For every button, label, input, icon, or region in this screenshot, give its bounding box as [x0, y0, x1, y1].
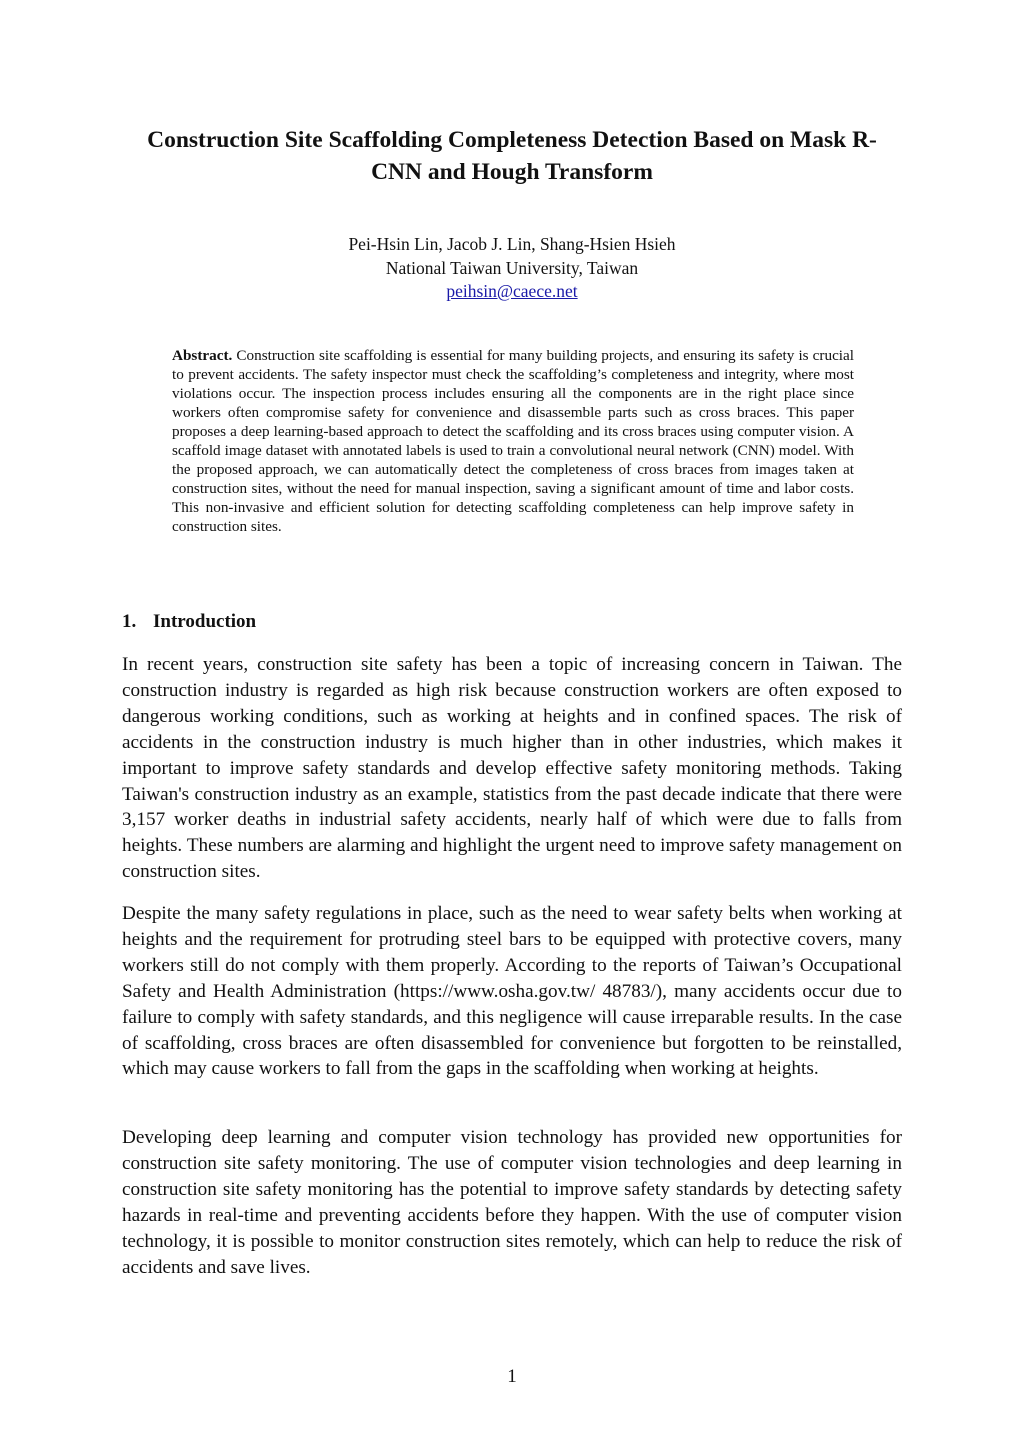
- affiliation: National Taiwan University, Taiwan: [385, 257, 639, 278]
- paragraph: Despite the many safety regulations in place, such as the need to wear safety belts when working at heights and the requirement for protruding steel bars to be equipped with protective covers, many workers still do not comply with them properly. According to the reports of Taiwan’s Occupational Safety and Health Administration (https://www.osha.gov.tw/ 48783/), many accidents occur due to failure to comply with safety standards, and this negligence will cause irreparable results. In the case of scaffolding, cross braces are often disassembled for convenience but forgotten to be reinstalled, which may cause workers to fall from the gaps in the scaffolding when working at heights.: [122, 903, 902, 1080]
- paragraph: Developing deep learning and computer vision technology has provided new opportunities for construction site safety monitoring. The use of computer vision technologies and deep learning in construction site safety monitoring has the potential to improve safety standards by detecting safety hazards in real-time and preventing accidents before they happen. With the use of computer vision technology, it is possible to monitor construction sites remotely, which can help to reduce the risk of accidents and save lives.: [122, 1127, 902, 1278]
- paper-title: [120, 124, 904, 188]
- author-names: Pei-Hsin Lin, Jacob J. Lin, Shang-Hsien Hsieh: [348, 234, 676, 254]
- page-number: 1: [507, 1366, 517, 1387]
- section-number: 1.: [122, 611, 137, 632]
- author-block: [200, 233, 824, 304]
- abstract: [172, 346, 854, 536]
- title-line-2: CNN and Hough Transform: [371, 159, 653, 185]
- section-heading-introduction: [122, 609, 256, 635]
- paragraph: In recent years, construction site safety has been a topic of increasing concern in Taiwan. The construction industry is regarded as high risk because construction workers are often exposed to dangerous working conditions, such as working at heights and in confined spaces. The risk of accidents in the construction industry is much higher than in other industries, which makes it important to improve safety standards and develop effective safety monitoring methods. Taking Taiwan's construction industry as an example, statistics from the past decade indicate that there were 3,157 worker deaths in industrial safety accidents, nearly half of which were due to falls from heights. These numbers are alarming and highlight the urgent need to improve safety management on construction sites.: [122, 654, 902, 883]
- abstract-label: Abstract.: [172, 347, 233, 364]
- section-title: Introduction: [153, 611, 257, 632]
- title-line-1: Construction Site Scaffolding Completeness Detection Based on Mask R-: [147, 127, 877, 153]
- abstract-text: Construction site scaffolding is essential for many building projects, and ensuring its safety is crucial to prevent accidents. The safety inspector must check the scaffolding’s completeness and integrity, where most violations occur. The inspection process includes ensuring all the components are in the right place since workers often compromise safety for convenience and disassemble parts such as cross braces. This paper proposes a deep learning-based approach to detect the scaffolding and its cross braces using computer vision. A scaffold image dataset with annotated labels is used to train a convolutional neural network (CNN) model. With the proposed approach, we can automatically detect the completeness of cross braces from images taken at construction sites, without the need for manual inspection, saving a significant amount of time and labor costs. This non-invasive and efficient solution for detecting scaffolding completeness can help improve safety in construction sites.: [172, 347, 854, 535]
- email-link[interactable]: peihsin@caece.net: [446, 281, 578, 301]
